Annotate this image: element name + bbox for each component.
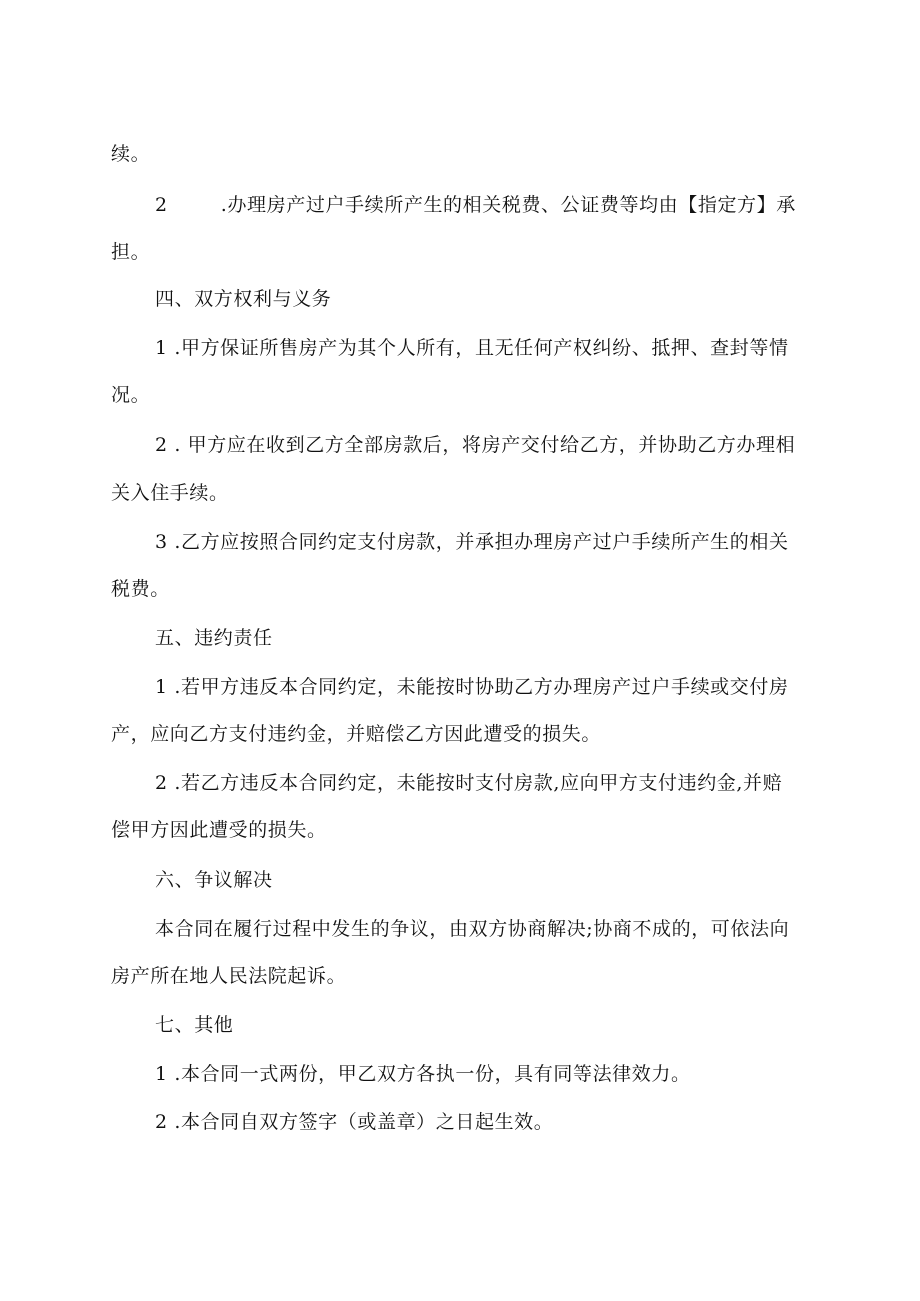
text-line: 况。 bbox=[111, 384, 151, 406]
list-item: 1 .若甲方违反本合同约定，未能按时协助乙方办理房产过户手续或交付房 bbox=[155, 676, 789, 698]
section-heading-rights-obligations: 四、双方权利与义务 bbox=[155, 288, 332, 310]
section-heading-dispute-resolution: 六、争议解决 bbox=[155, 869, 273, 891]
text-line: 关入住手续。 bbox=[111, 482, 229, 504]
text-line: 税费。 bbox=[111, 578, 170, 600]
section-heading-other: 七、其他 bbox=[155, 1014, 234, 1036]
list-item: 2 .若乙方违反本合同约定，未能按时支付房款,应向甲方支付违约金,并赔 bbox=[155, 772, 783, 794]
section-heading-breach-liability: 五、违约责任 bbox=[155, 627, 273, 649]
list-item-fee-clause: 2 .办理房产过户手续所产生的相关税费、公证费等均由【指定方】承 bbox=[155, 194, 796, 216]
list-item: 3 .乙方应按照合同约定支付房款，并承担办理房产过户手续所产生的相关 bbox=[155, 531, 789, 553]
text-line: 产，应向乙方支付违约金，并赔偿乙方因此遭受的损失。 bbox=[111, 723, 602, 745]
paragraph: 本合同在履行过程中发生的争议，由双方协商解决;协商不成的，可依法向 bbox=[155, 918, 790, 940]
list-item: 2 .本合同自双方签字（或盖章）之日起生效。 bbox=[155, 1111, 554, 1133]
text-line: 房产所在地人民法院起诉。 bbox=[111, 965, 347, 987]
text-line: 担。 bbox=[111, 241, 151, 263]
text-line: 偿甲方因此遭受的损失。 bbox=[111, 819, 327, 841]
list-item: 1 .甲方保证所售房产为其个人所有，且无任何产权纠纷、抵押、查封等情 bbox=[155, 337, 789, 359]
text-line: 续。 bbox=[111, 143, 151, 165]
list-item: 1 .本合同一式两份，甲乙双方各执一份，具有同等法律效力。 bbox=[155, 1063, 691, 1085]
list-item: 2 . 甲方应在收到乙方全部房款后，将房产交付给乙方，并协助乙方办理相 bbox=[155, 434, 796, 456]
